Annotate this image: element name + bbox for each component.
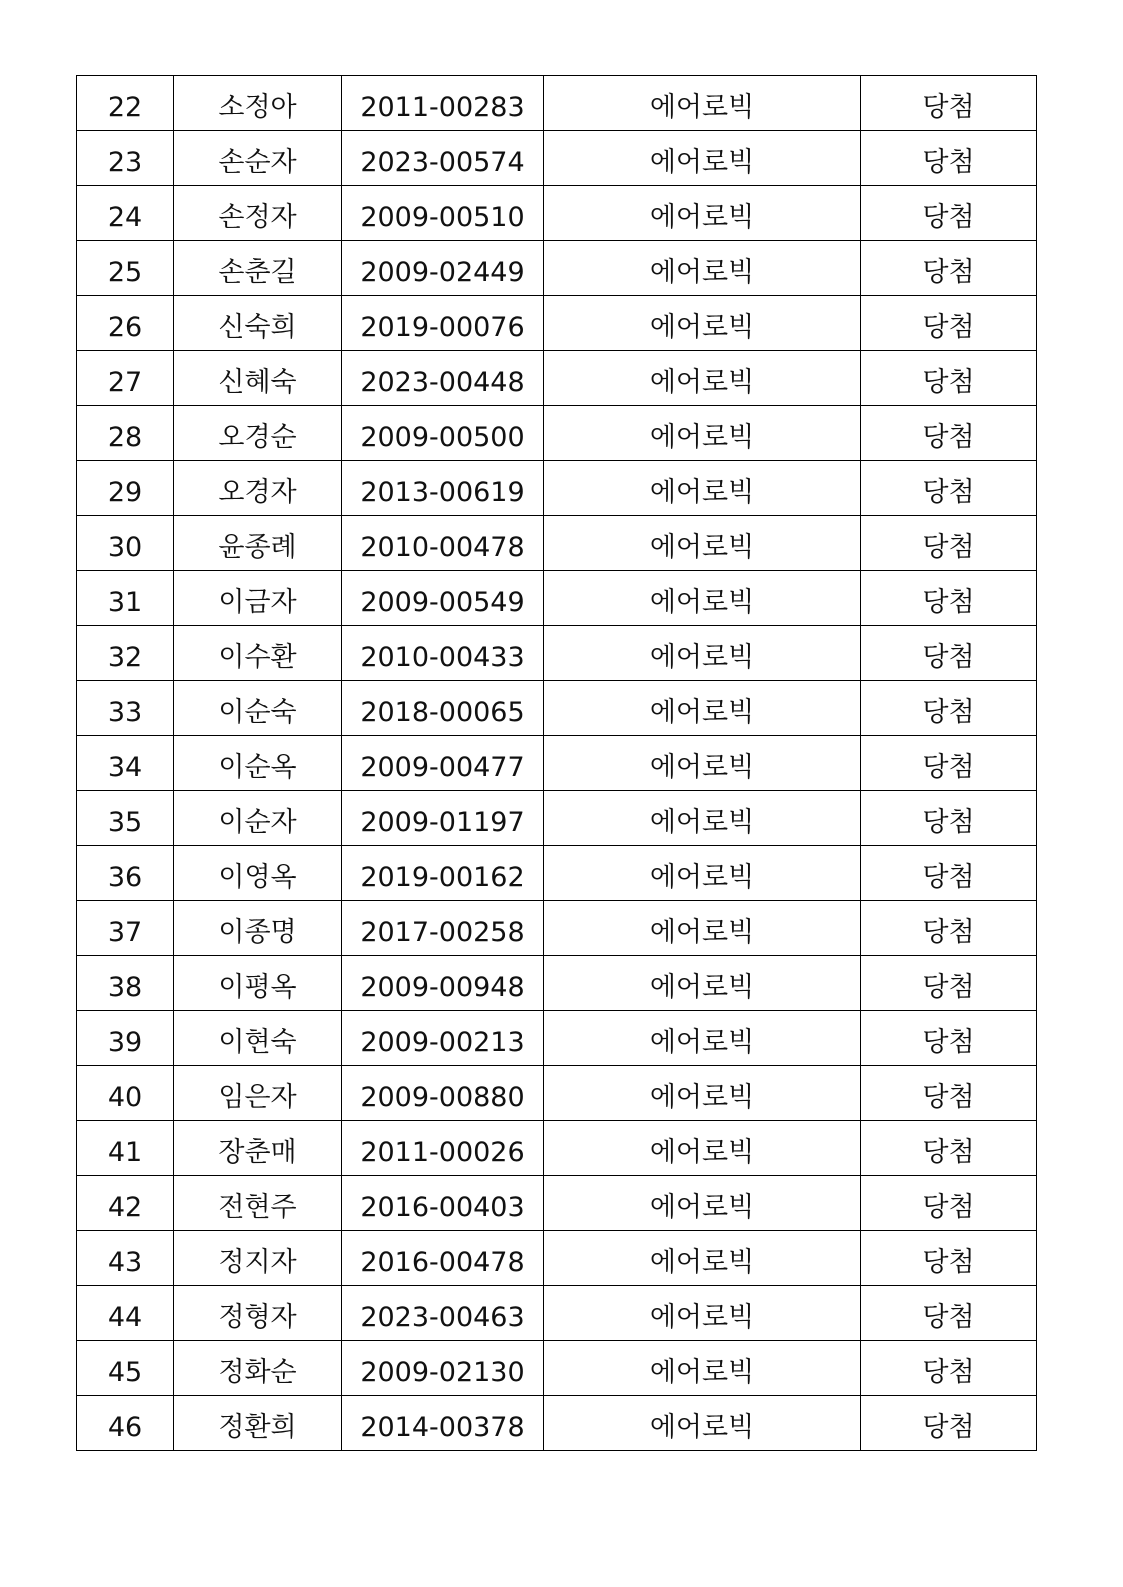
member-id-cell: 2018-00065	[342, 681, 544, 736]
program-cell: 에어로빅	[544, 406, 861, 461]
name-cell: 임은자	[174, 1066, 342, 1121]
row-number-cell: 37	[77, 901, 174, 956]
name-cell: 신숙희	[174, 296, 342, 351]
result-cell: 당첨	[861, 1011, 1037, 1066]
table-row	[77, 351, 1037, 406]
row-number-cell: 25	[77, 241, 174, 296]
program-cell: 에어로빅	[544, 626, 861, 681]
program-cell: 에어로빅	[544, 571, 861, 626]
member-id-cell: 2013-00619	[342, 461, 544, 516]
name-cell: 이종명	[174, 901, 342, 956]
name-cell: 오경순	[174, 406, 342, 461]
name-cell: 이순숙	[174, 681, 342, 736]
result-cell: 당첨	[861, 296, 1037, 351]
result-cell: 당첨	[861, 351, 1037, 406]
table-row	[77, 131, 1037, 186]
results-table-body	[77, 76, 1037, 1451]
program-cell: 에어로빅	[544, 1396, 861, 1451]
program-cell: 에어로빅	[544, 241, 861, 296]
name-cell: 이현숙	[174, 1011, 342, 1066]
row-number-cell: 24	[77, 186, 174, 241]
member-id-cell: 2009-00477	[342, 736, 544, 791]
name-cell: 윤종례	[174, 516, 342, 571]
member-id-cell: 2011-00283	[342, 76, 544, 131]
row-number-cell: 42	[77, 1176, 174, 1231]
result-cell: 당첨	[861, 1341, 1037, 1396]
name-cell: 신혜숙	[174, 351, 342, 406]
row-number-cell: 27	[77, 351, 174, 406]
row-number-cell: 35	[77, 791, 174, 846]
name-cell: 전현주	[174, 1176, 342, 1231]
program-cell: 에어로빅	[544, 461, 861, 516]
result-cell: 당첨	[861, 626, 1037, 681]
table-row	[77, 681, 1037, 736]
member-id-cell: 2019-00162	[342, 846, 544, 901]
row-number-cell: 38	[77, 956, 174, 1011]
result-cell: 당첨	[861, 736, 1037, 791]
program-cell: 에어로빅	[544, 791, 861, 846]
name-cell: 손순자	[174, 131, 342, 186]
table-row	[77, 1341, 1037, 1396]
name-cell: 손춘길	[174, 241, 342, 296]
program-cell: 에어로빅	[544, 901, 861, 956]
row-number-cell: 46	[77, 1396, 174, 1451]
program-cell: 에어로빅	[544, 681, 861, 736]
result-cell: 당첨	[861, 791, 1037, 846]
table-row	[77, 846, 1037, 901]
row-number-cell: 44	[77, 1286, 174, 1341]
row-number-cell: 29	[77, 461, 174, 516]
table-row	[77, 1396, 1037, 1451]
program-cell: 에어로빅	[544, 1121, 861, 1176]
table-row	[77, 186, 1037, 241]
result-cell: 당첨	[861, 516, 1037, 571]
table-row	[77, 461, 1037, 516]
name-cell: 소정아	[174, 76, 342, 131]
row-number-cell: 39	[77, 1011, 174, 1066]
result-cell: 당첨	[861, 186, 1037, 241]
member-id-cell: 2019-00076	[342, 296, 544, 351]
row-number-cell: 32	[77, 626, 174, 681]
name-cell: 정지자	[174, 1231, 342, 1286]
table-row	[77, 296, 1037, 351]
name-cell: 이평옥	[174, 956, 342, 1011]
row-number-cell: 33	[77, 681, 174, 736]
table-row	[77, 1011, 1037, 1066]
result-cell: 당첨	[861, 956, 1037, 1011]
member-id-cell: 2009-00549	[342, 571, 544, 626]
table-row	[77, 1286, 1037, 1341]
member-id-cell: 2016-00403	[342, 1176, 544, 1231]
name-cell: 정형자	[174, 1286, 342, 1341]
result-cell: 당첨	[861, 406, 1037, 461]
program-cell: 에어로빅	[544, 76, 861, 131]
name-cell: 정환희	[174, 1396, 342, 1451]
result-cell: 당첨	[861, 1231, 1037, 1286]
table-row	[77, 1066, 1037, 1121]
program-cell: 에어로빅	[544, 736, 861, 791]
member-id-cell: 2023-00463	[342, 1286, 544, 1341]
table-row	[77, 736, 1037, 791]
program-cell: 에어로빅	[544, 186, 861, 241]
result-cell: 당첨	[861, 1396, 1037, 1451]
table-row	[77, 1231, 1037, 1286]
row-number-cell: 43	[77, 1231, 174, 1286]
member-id-cell: 2016-00478	[342, 1231, 544, 1286]
member-id-cell: 2009-00213	[342, 1011, 544, 1066]
name-cell: 이순자	[174, 791, 342, 846]
member-id-cell: 2014-00378	[342, 1396, 544, 1451]
member-id-cell: 2009-00880	[342, 1066, 544, 1121]
program-cell: 에어로빅	[544, 846, 861, 901]
name-cell: 정화순	[174, 1341, 342, 1396]
member-id-cell: 2011-00026	[342, 1121, 544, 1176]
result-cell: 당첨	[861, 76, 1037, 131]
program-cell: 에어로빅	[544, 131, 861, 186]
row-number-cell: 40	[77, 1066, 174, 1121]
row-number-cell: 28	[77, 406, 174, 461]
result-cell: 당첨	[861, 131, 1037, 186]
table-row	[77, 241, 1037, 296]
member-id-cell: 2009-00510	[342, 186, 544, 241]
member-id-cell: 2017-00258	[342, 901, 544, 956]
result-cell: 당첨	[861, 241, 1037, 296]
table-row	[77, 1176, 1037, 1231]
row-number-cell: 45	[77, 1341, 174, 1396]
result-cell: 당첨	[861, 1286, 1037, 1341]
row-number-cell: 31	[77, 571, 174, 626]
name-cell: 오경자	[174, 461, 342, 516]
program-cell: 에어로빅	[544, 1341, 861, 1396]
member-id-cell: 2009-00948	[342, 956, 544, 1011]
member-id-cell: 2009-01197	[342, 791, 544, 846]
table-row	[77, 901, 1037, 956]
name-cell: 장춘매	[174, 1121, 342, 1176]
name-cell: 이영옥	[174, 846, 342, 901]
program-cell: 에어로빅	[544, 1176, 861, 1231]
program-cell: 에어로빅	[544, 1231, 861, 1286]
name-cell: 이금자	[174, 571, 342, 626]
program-cell: 에어로빅	[544, 1011, 861, 1066]
program-cell: 에어로빅	[544, 1066, 861, 1121]
program-cell: 에어로빅	[544, 956, 861, 1011]
table-row	[77, 626, 1037, 681]
row-number-cell: 30	[77, 516, 174, 571]
program-cell: 에어로빅	[544, 1286, 861, 1341]
member-id-cell: 2010-00433	[342, 626, 544, 681]
table-row	[77, 571, 1037, 626]
table-row	[77, 76, 1037, 131]
name-cell: 이수환	[174, 626, 342, 681]
name-cell: 손정자	[174, 186, 342, 241]
member-id-cell: 2009-00500	[342, 406, 544, 461]
result-cell: 당첨	[861, 1066, 1037, 1121]
member-id-cell: 2010-00478	[342, 516, 544, 571]
table-row	[77, 1121, 1037, 1176]
result-cell: 당첨	[861, 1176, 1037, 1231]
member-id-cell: 2023-00574	[342, 131, 544, 186]
program-cell: 에어로빅	[544, 296, 861, 351]
result-cell: 당첨	[861, 901, 1037, 956]
row-number-cell: 26	[77, 296, 174, 351]
result-cell: 당첨	[861, 681, 1037, 736]
program-cell: 에어로빅	[544, 516, 861, 571]
table-row	[77, 956, 1037, 1011]
result-cell: 당첨	[861, 461, 1037, 516]
results-table	[76, 75, 1037, 1451]
member-id-cell: 2023-00448	[342, 351, 544, 406]
program-cell: 에어로빅	[544, 351, 861, 406]
table-row	[77, 791, 1037, 846]
table-row	[77, 516, 1037, 571]
result-cell: 당첨	[861, 846, 1037, 901]
row-number-cell: 23	[77, 131, 174, 186]
row-number-cell: 41	[77, 1121, 174, 1176]
member-id-cell: 2009-02449	[342, 241, 544, 296]
row-number-cell: 34	[77, 736, 174, 791]
row-number-cell: 36	[77, 846, 174, 901]
member-id-cell: 2009-02130	[342, 1341, 544, 1396]
result-cell: 당첨	[861, 571, 1037, 626]
name-cell: 이순옥	[174, 736, 342, 791]
row-number-cell: 22	[77, 76, 174, 131]
result-cell: 당첨	[861, 1121, 1037, 1176]
table-row	[77, 406, 1037, 461]
